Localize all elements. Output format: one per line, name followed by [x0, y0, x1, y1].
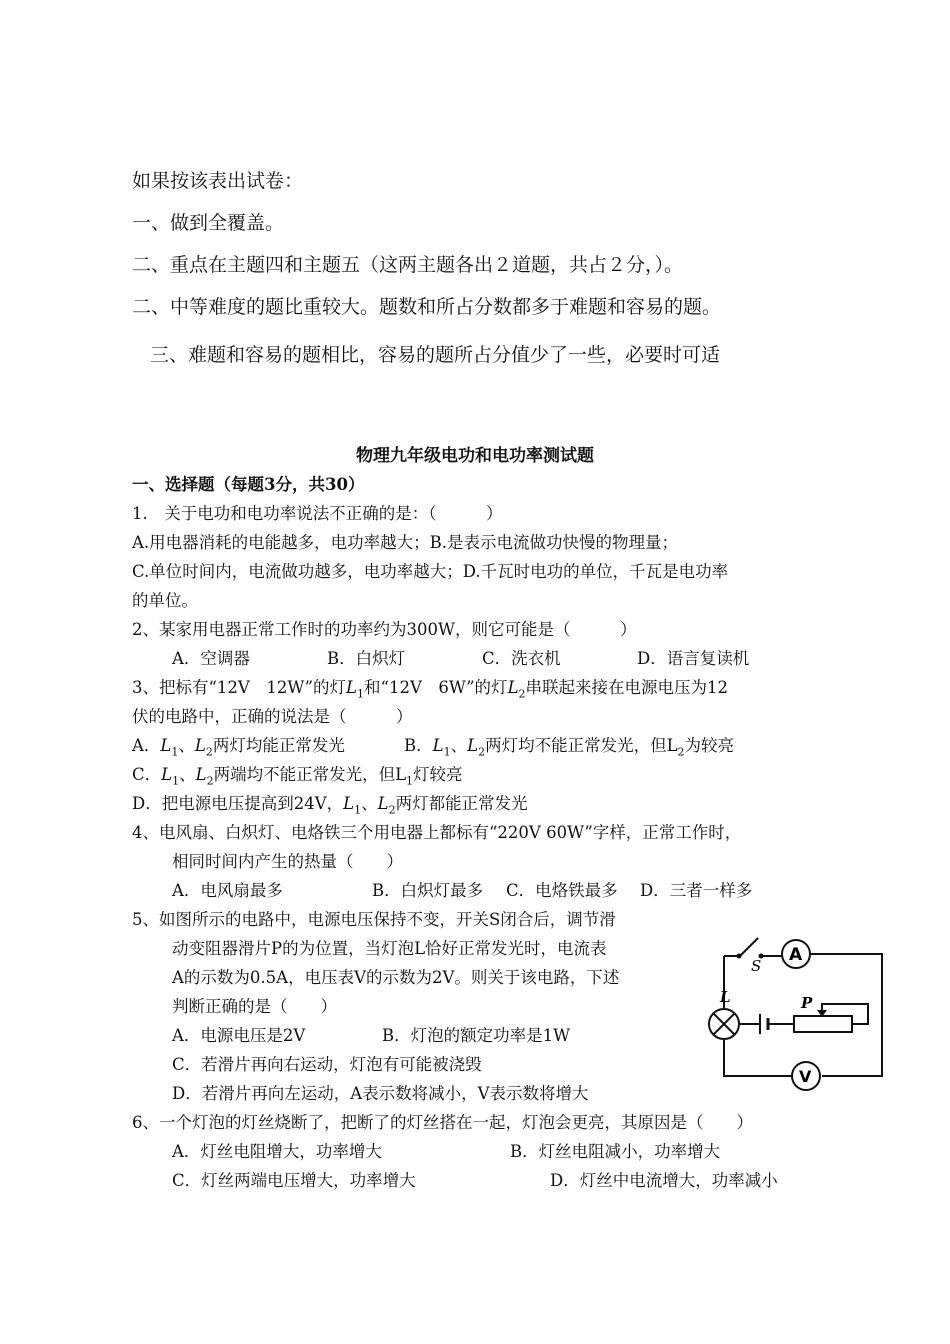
q3-option-c: C．$L_1$、$L_2$两端均不能正常发光，但$L_1$灯较亮: [132, 765, 463, 788]
intro-line: 如果按该表出试卷：: [132, 170, 304, 192]
q6-option-b: B．灯丝电阻减小，功率增大: [510, 1142, 721, 1161]
intro-notes: [132, 160, 852, 382]
q6-options-ab: [132, 1137, 832, 1166]
switch-blade: [740, 938, 758, 956]
q3-options-ab: A．$L_1$、$L_2$两灯均能正常发光 B．$L_1$、$L_2$两灯均不能正常发光，但$L_2$为较亮: [132, 736, 735, 759]
wire-left-bottom: [724, 1040, 792, 1076]
q4-options: [132, 876, 832, 905]
q3-stem: 3、把标有“12V 12W”的灯$L_1$和“12V 6W”的灯$L_2$串联起来接在电源电压为12: [132, 678, 729, 701]
q2-option-c: C．洗衣机: [482, 649, 561, 668]
q1-options-line: 的单位。: [132, 591, 198, 610]
q6-stem: 6、一个灯泡的灯丝烧断了，把断了的灯丝搭在一起，灯泡会更亮，其原因是（ ）: [132, 1113, 753, 1132]
circuit-diagram: [698, 920, 894, 1106]
q5-option-b: B．灯泡的额定功率是1W: [382, 1026, 571, 1045]
q4-option-b: B．白炽灯最多: [372, 881, 484, 900]
label-v: V: [799, 1067, 812, 1086]
label-a: A: [789, 945, 803, 965]
q2-option-d: D．语言复读机: [637, 649, 750, 668]
q6-options-cd: [132, 1166, 832, 1195]
intro-line: 一、做到全覆盖。: [132, 212, 285, 234]
section-heading: 一、选择题（每题3分，共30）: [132, 475, 365, 494]
q3-stem-cont: 伏的电路中，正确的说法是（ ）: [132, 707, 413, 726]
switch-contact: [737, 954, 742, 959]
q3-option-d: D．把电源电压提高到24V，$L_1$、$L_2$两灯都能正常发光: [132, 794, 528, 817]
q6-option-c: C．灯丝两端电压增大，功率增大: [172, 1171, 416, 1190]
q2-option-a: A．空调器: [172, 649, 250, 668]
q6-option-a: A．灯丝电阻增大，功率增大: [172, 1142, 382, 1161]
q2-stem: 2、某家用电器正常工作时的功率约为300W，则它可能是（ ）: [132, 620, 637, 639]
q6-option-d: D．灯丝中电流增大，功率减小: [550, 1171, 778, 1190]
q5-option-d: D．若滑片再向左运动，A表示数将减小，V表示数将增大: [172, 1084, 589, 1103]
q5-stem-cont: 判断正确的是（ ）: [172, 997, 337, 1016]
lamp-cross: [713, 1013, 735, 1035]
q4-stem-cont: 相同时间内产生的热量（ ）: [172, 852, 403, 871]
q4-option-c: C．电烙铁最多: [506, 881, 618, 900]
q2-options: [132, 644, 832, 673]
q1-options-line: A.用电器消耗的电能越多，电功率越大；B.是表示电流做功快慢的物理量；: [132, 533, 679, 552]
q5-stem: 5、如图所示的电路中，电源电压保持不变，开关S闭合后，调节滑: [132, 910, 616, 929]
q4-stem: 4、电风扇、白炽灯、电烙铁三个用电器上都标有“220V 60W”字样，正常工作时，: [132, 823, 742, 842]
rheostat-slider-wire: [822, 1004, 868, 1024]
intro-line: 三、难题和容易的题相比，容易的题所占分值少了一些，必要时可适: [150, 344, 721, 366]
q2-option-b: B．白炽灯: [327, 649, 406, 668]
q5-option-a: A．电源电压是2V: [172, 1026, 306, 1045]
q5-option-c: C．若滑片再向右运动，灯泡有可能被浇毁: [172, 1055, 482, 1074]
q4-option-d: D．三者一样多: [640, 881, 753, 900]
label-l: L: [720, 988, 731, 1006]
q1-options-line: C.单位时间内，电流做功越多，电功率越大；D.千瓦时电功的单位，千瓦是电功率: [132, 562, 729, 581]
q1-stem: 1. 关于电功和电功率说法不正确的是：（ ）: [132, 504, 503, 523]
intro-line: 二、中等难度的题比重较大。题数和所占分数都多于难题和容易的题。: [132, 296, 722, 318]
test-title: 物理九年级电功和电功率测试题: [356, 446, 594, 466]
q5-stem-cont: A的示数为0.5A，电压表V的示数为2V。则关于该电路，下述: [172, 968, 620, 987]
label-s: S: [751, 957, 762, 975]
intro-line: 二、重点在主题四和主题五（这两主题各出２道题，共占２分，）。: [132, 254, 684, 276]
q4-option-a: A．电风扇最多: [172, 881, 283, 900]
q5-stem-cont: 动变阻器滑片P的为位置，当灯泡L恰好正常发光时，电流表: [172, 939, 607, 958]
label-p: P: [801, 994, 813, 1012]
rheostat-resistor: [794, 1016, 852, 1032]
